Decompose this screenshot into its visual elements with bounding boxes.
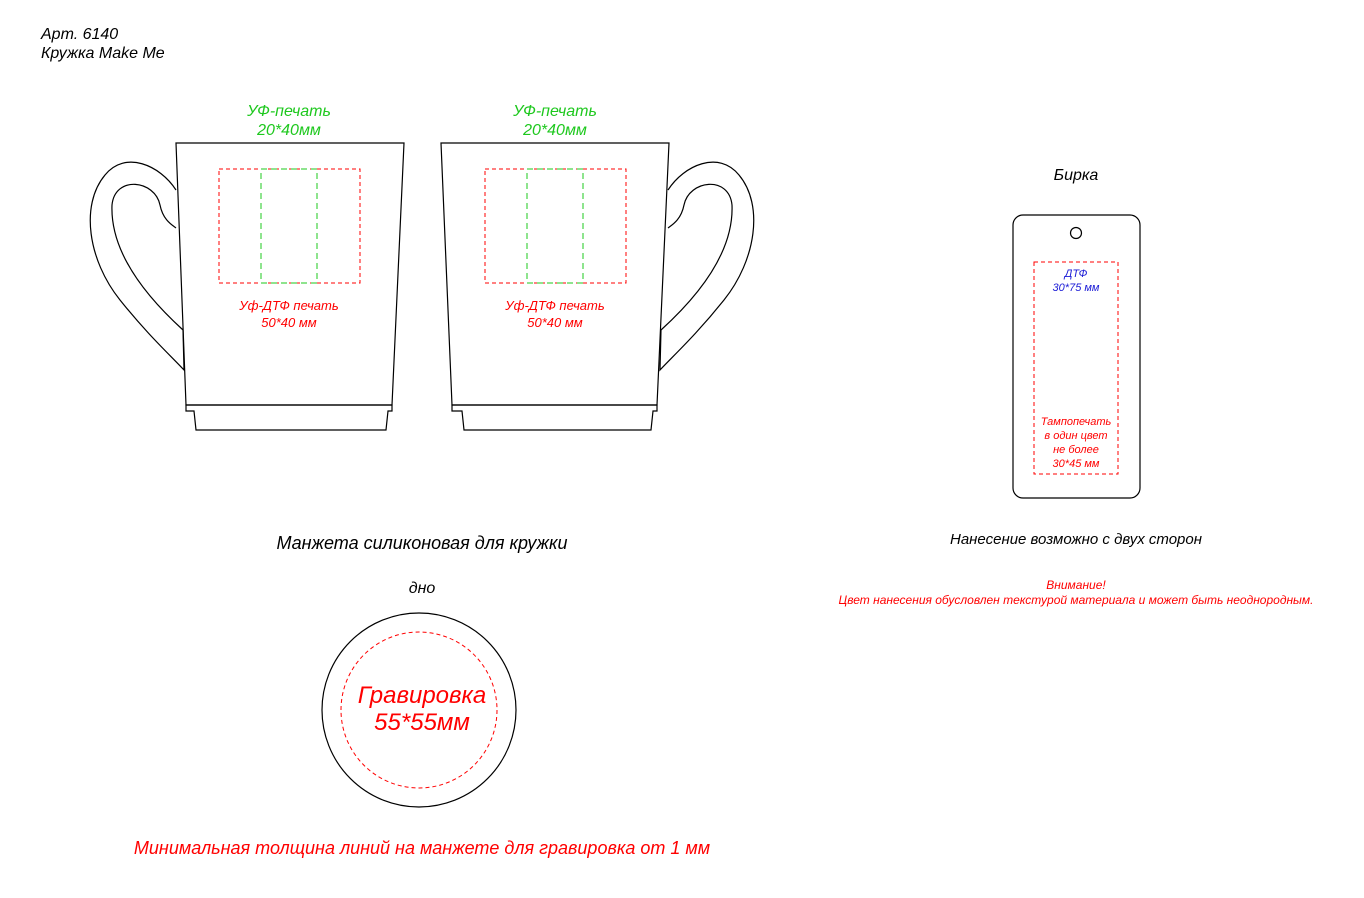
mug-right-base [452, 405, 657, 430]
tag-pad-line1: Тампопечать [1040, 416, 1112, 428]
tag-dtf-size: 30*75 мм [1052, 282, 1100, 294]
mug-right-uv-size: 20*40мм [523, 122, 587, 139]
mug-right-dtf-size: 50*40 мм [527, 315, 583, 330]
engraving-title: Гравировка [357, 682, 487, 709]
mug-left-uv-title: УФ-печать [247, 103, 331, 120]
mug-right-handle [660, 162, 754, 370]
sleeve-title: Манжета силиконовая для кружки [276, 533, 568, 553]
bottom-label: дно [408, 580, 436, 597]
mug-right [441, 143, 754, 430]
mug-left-handle [90, 162, 184, 370]
mug-left-dtf-title: Уф-ДТФ печать [239, 298, 339, 313]
mug-left-uv-size: 20*40мм [257, 122, 321, 139]
warning-title: Внимание! [1046, 578, 1106, 592]
warning-text: Цвет нанесения обусловлен текстурой материала и может быть неоднородным. [838, 593, 1314, 607]
mug-left [90, 143, 404, 430]
mug-left-dtf-size: 50*40 мм [261, 315, 317, 330]
tag-title: Бирка [1053, 167, 1099, 184]
tag-pad-line2: в один цвет [1044, 430, 1108, 442]
product-name: Кружка Make Me [41, 45, 165, 62]
tag-both-sides-note: Нанесение возможно с двух сторон [950, 531, 1202, 548]
mug-right-uv-title: УФ-печать [513, 103, 597, 120]
tag-hole [1071, 228, 1082, 239]
tag-pad-line3: не более [1053, 444, 1099, 456]
tag-dtf-title: ДТФ [1064, 268, 1088, 280]
mug-right-uv-area [527, 169, 583, 283]
mug-left-uv-area [261, 169, 317, 283]
tag-pad-line4: 30*45 мм [1052, 458, 1100, 470]
mug-right-dtf-area [485, 169, 626, 283]
mug-left-base [186, 405, 392, 430]
mug-left-dtf-area [219, 169, 360, 283]
min-line-note: Минимальная толщина линий на манжете для гравировка от 1 мм [133, 838, 711, 858]
article-number: Арт. 6140 [41, 26, 119, 43]
mug-left-body [176, 143, 404, 405]
engraving-size: 55*55мм [374, 709, 470, 736]
mug-right-body [441, 143, 669, 405]
mug-right-dtf-title: Уф-ДТФ печать [505, 298, 605, 313]
